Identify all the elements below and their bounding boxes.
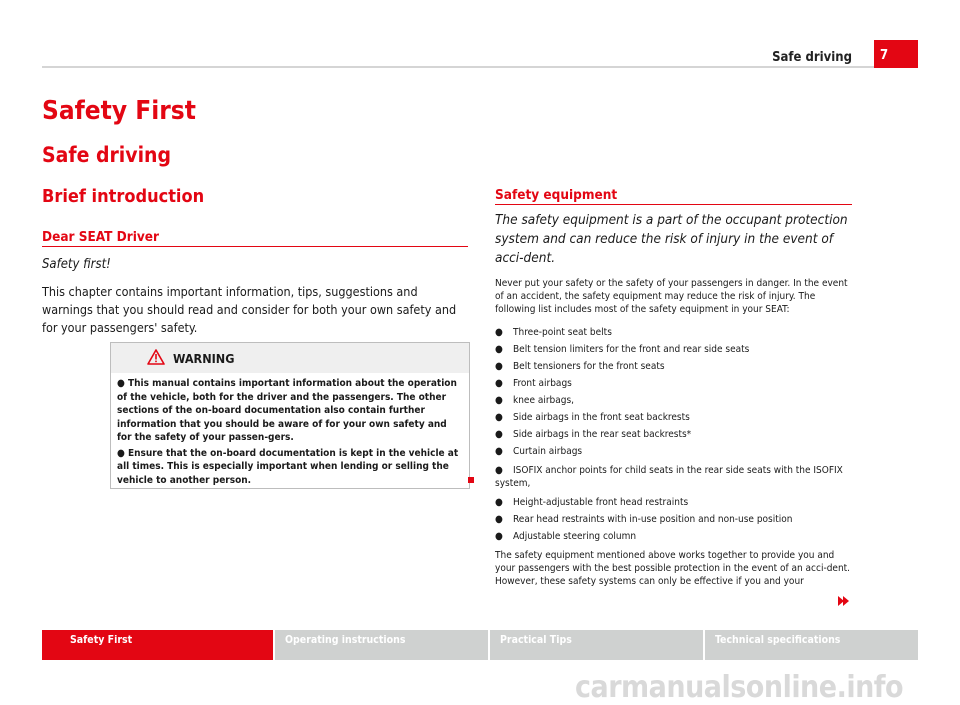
subheading-brief-introduction: Brief introduction [42,186,205,207]
list-item-text: Side airbags in the rear seat backrests* [513,429,692,440]
footer-navigation [42,630,918,660]
list-item-text: knee airbags, [513,395,575,406]
list-item-text: Height-adjustable front head restraints [513,497,689,508]
warning-bullet: ● Ensure that the on-board documentation is kept in the vehicle at all times. This is especially important when lending or selling the vehicle to another person. [117,447,459,486]
lead-safety-first: Safety first! [42,257,111,272]
list-item: ● Side airbags in the rear seat backrests* [495,429,692,440]
warning-bullet: ● This manual contains important information about the operation of the vehicle, both for the driver and the passengers. The other sections of the on-board documentation also contain further information that you should be aware of for your own safety and for the safety of your passen-gers. [117,378,457,443]
warning-bullet-text: Ensure that the on-board documentation is kept in the vehicle at all times. This is especially important when lending or selling the vehicle to another person. [117,447,459,486]
list-item: ● knee airbags, [495,395,575,406]
warning-title: WARNING [173,351,235,366]
list-item: ● Side airbags in the front seat backrests [495,412,690,423]
list-item-text: ISOFIX anchor points for child seats in the rear side seats with the ISOFIX system, [495,465,843,489]
header-section-title: Safe driving [772,50,852,65]
warning-box [110,342,470,489]
watermark: carmanualsonline.info [575,670,904,705]
safety-intro: Never put your safety or the safety of your passengers in danger. In the event of an accident, the safety equipment may reduce the risk of injury. The following list includes most of the safety equipment in your SEAT: [495,278,848,315]
safety-closing-paragraph: The safety equipment mentioned above works together to provide you and your passengers with the best possible protection in the event of an acci-dent. However, these safety systems can only be effective if you and your [495,550,851,587]
warning-triangle-icon [147,349,165,369]
heading-dear-seat-driver: Dear SEAT Driver [42,229,160,245]
chapter-title: Safety First [42,96,196,126]
warning-header [111,343,469,373]
page-number: 7 [874,40,918,68]
list-item-text: Belt tension limiters for the front and rear side seats [513,344,750,355]
list-item: ● Curtain airbags [495,446,583,457]
list-item: ● Front airbags [495,378,572,389]
list-item: ● Belt tensioners for the front seats [495,361,665,372]
warning-bullet-text: This manual contains important information about the operation of the vehicle, both for the driver and the passengers. The other sections of the on-board documentation also contain further information that you should be aware of for your own safety and for the safety of your passen-gers. [117,378,457,443]
intro-paragraph: This chapter contains important information, tips, suggestions and warnings that you should read and consider for both your own safety and for your passengers' safety. [42,284,457,335]
list-item: ● Height-adjustable front head restraints [495,497,689,508]
list-item-text: Front airbags [513,378,572,389]
list-item: ● ISOFIX anchor points for child seats in the rear side seats with the ISOFIX system, [495,465,843,489]
heading-safety-equipment: Safety equipment [495,187,618,203]
warning-body [111,373,469,487]
section-title: Safe driving [42,143,172,167]
heading-rule [495,204,852,205]
list-item-text: Belt tensioners for the front seats [513,361,665,372]
list-item-text: Three-point seat belts [513,327,612,338]
list-item: ● Rear head restraints with in-use position and non-use position [495,514,793,525]
header-rule [42,66,918,68]
list-item-text: Adjustable steering column [513,531,637,542]
tab-operating-instructions[interactable]: Operating instructions [275,630,488,660]
heading-rule [42,246,468,247]
list-item: ● Belt tension limiters for the front and rear side seats [495,344,750,355]
safety-equipment-list [495,324,857,545]
list-item: ● Three-point seat belts [495,327,612,338]
tab-safety-first[interactable]: Safety First [42,630,273,660]
list-item-text: Curtain airbags [513,446,583,457]
list-item: ● Adjustable steering column [495,531,637,542]
tab-technical-specifications[interactable]: Technical specifications [705,630,918,660]
list-item-text: Side airbags in the front seat backrests [513,412,690,423]
section-end-marker [468,477,474,483]
tab-practical-tips[interactable]: Practical Tips [490,630,703,660]
list-item-text: Rear head restraints with in-use position and non-use position [513,514,793,525]
safety-lead: The safety equipment is a part of the occupant protection system and can reduce the risk of injury in the event of acci-dent. [495,212,848,266]
continue-arrow-icon [838,591,850,610]
